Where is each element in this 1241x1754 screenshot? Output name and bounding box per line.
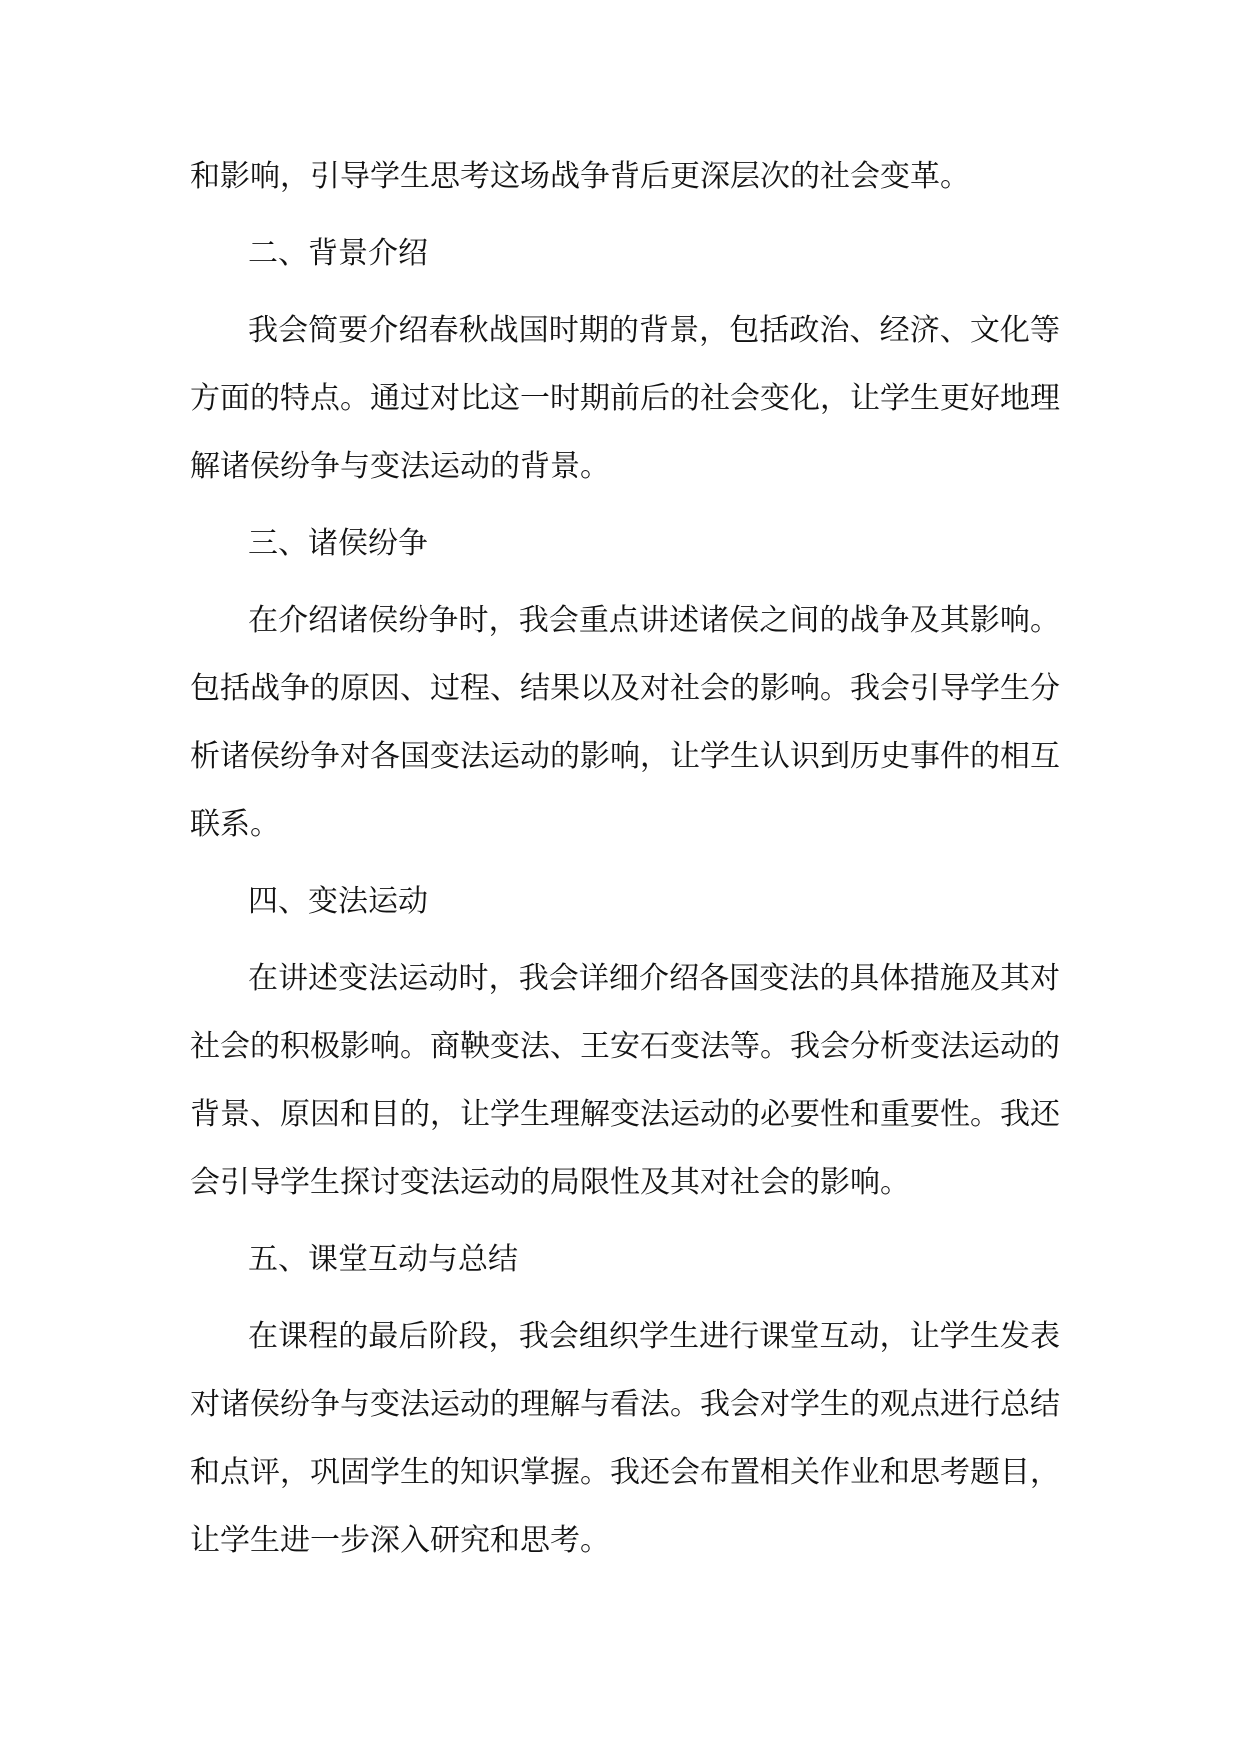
section-heading-background: 二、背景介绍: [248, 236, 428, 271]
paragraph-vassal-conflicts: 在介绍诸侯纷争时，我会重点讲述诸侯之间的战争及其影响。包括战争的原因、过程、结果以及对社会的影响。我会引导学生分析诸侯纷争对各国变法运动的影响，让学生认识到历史事件的相互联系。: [190, 603, 1060, 842]
paragraph-continuation: 和影响，引导学生思考这场战争背后更深层次的社会变革。: [190, 159, 970, 194]
paragraph-interaction-summary: 在课程的最后阶段，我会组织学生进行课堂互动，让学生发表对诸侯纷争与变法运动的理解与看法。我会对学生的观点进行总结和点评，巩固学生的知识掌握。我还会布置相关作业和思考题目，让学生进一步深入研究和思考。: [190, 1319, 1060, 1558]
section-heading-interaction-summary: 五、课堂互动与总结: [248, 1242, 518, 1277]
paragraph-background: 我会简要介绍春秋战国时期的背景，包括政治、经济、文化等方面的特点。通过对比这一时期前后的社会变化，让学生更好地理解诸侯纷争与变法运动的背景。: [190, 313, 1060, 484]
section-heading-reform-movements: 四、变法运动: [248, 884, 428, 919]
document-body: [190, 143, 1060, 1584]
paragraph-reform-movements: 在讲述变法运动时，我会详细介绍各国变法的具体措施及其对社会的积极影响。商鞅变法、王安石变法等。我会分析变法运动的背景、原因和目的，让学生理解变法运动的必要性和重要性。我还会引导学生探讨变法运动的局限性及其对社会的影响。: [190, 961, 1060, 1200]
section-heading-vassal-conflicts: 三、诸侯纷争: [248, 526, 428, 561]
